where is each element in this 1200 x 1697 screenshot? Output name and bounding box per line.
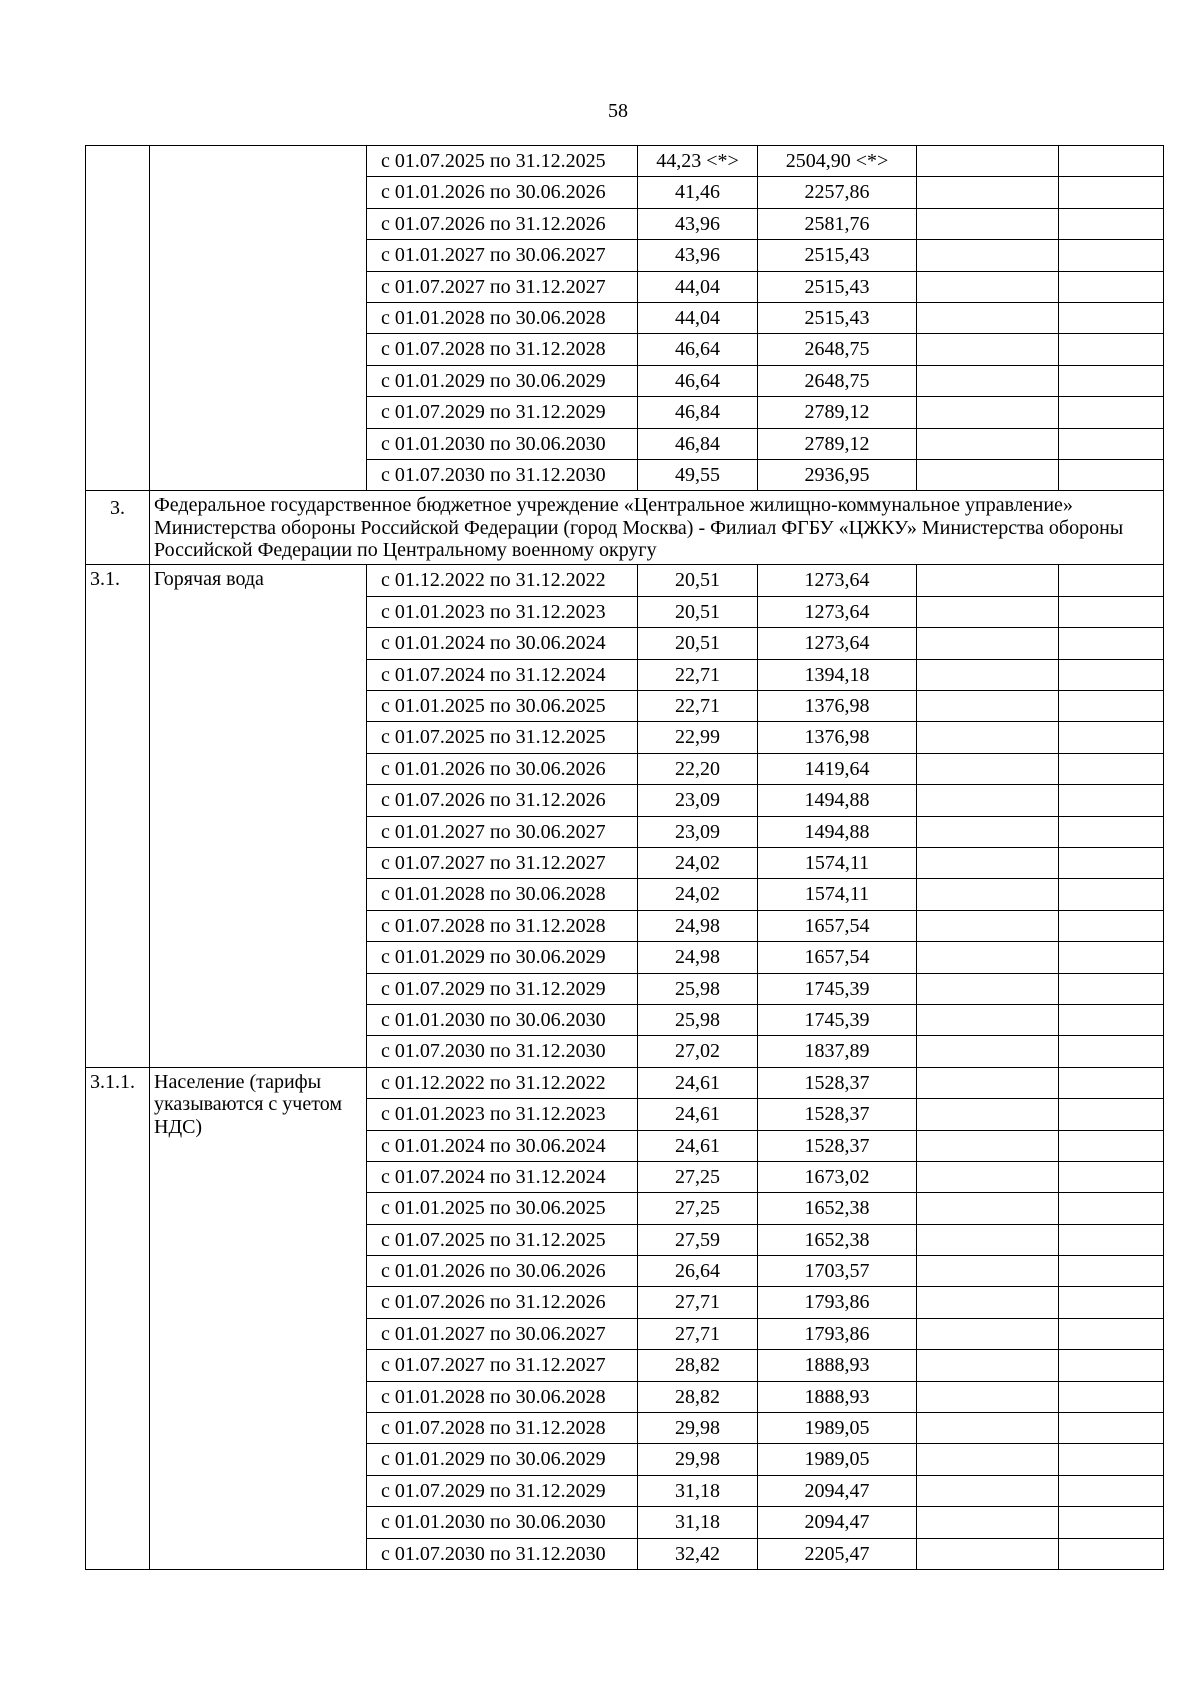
empty-cell bbox=[1059, 879, 1164, 910]
tariff-value-2: 1494,88 bbox=[758, 785, 917, 816]
empty-cell bbox=[1059, 1161, 1164, 1192]
tariff-value-1: 25,98 bbox=[638, 1004, 758, 1035]
tariff-value-2: 1376,98 bbox=[758, 722, 917, 753]
tariff-value-2: 2257,86 bbox=[758, 177, 917, 208]
empty-cell bbox=[917, 208, 1059, 239]
tariff-value-2: 1657,54 bbox=[758, 910, 917, 941]
empty-cell bbox=[917, 428, 1059, 459]
period-cell: с 01.07.2027 по 31.12.2027 bbox=[367, 847, 638, 878]
tariff-value-1: 23,09 bbox=[638, 816, 758, 847]
period-cell: с 01.01.2028 по 30.06.2028 bbox=[367, 302, 638, 333]
empty-cell bbox=[1059, 334, 1164, 365]
tariff-value-1: 44,04 bbox=[638, 271, 758, 302]
tariff-value-1: 27,25 bbox=[638, 1161, 758, 1192]
empty-cell bbox=[1059, 271, 1164, 302]
tariff-value-1: 32,42 bbox=[638, 1538, 758, 1569]
tariff-value-1: 24,98 bbox=[638, 910, 758, 941]
empty-cell bbox=[917, 628, 1059, 659]
period-cell: с 01.01.2026 по 30.06.2026 bbox=[367, 177, 638, 208]
tariff-value-1: 23,09 bbox=[638, 785, 758, 816]
empty-cell bbox=[917, 1224, 1059, 1255]
empty-cell bbox=[1059, 847, 1164, 878]
empty-cell bbox=[1059, 146, 1164, 177]
period-cell: с 01.01.2030 по 30.06.2030 bbox=[367, 1004, 638, 1035]
period-cell: с 01.01.2027 по 30.06.2027 bbox=[367, 240, 638, 271]
empty-cell bbox=[1059, 565, 1164, 596]
period-cell: с 01.01.2023 по 31.12.2023 bbox=[367, 596, 638, 627]
period-cell: с 01.07.2030 по 31.12.2030 bbox=[367, 1538, 638, 1569]
tariff-value-1: 46,84 bbox=[638, 428, 758, 459]
empty-cell bbox=[917, 146, 1059, 177]
empty-cell bbox=[1059, 428, 1164, 459]
empty-cell bbox=[917, 1004, 1059, 1035]
tariff-value-2: 1657,54 bbox=[758, 942, 917, 973]
period-cell: с 01.01.2025 по 30.06.2025 bbox=[367, 1193, 638, 1224]
period-cell: с 01.01.2029 по 30.06.2029 bbox=[367, 365, 638, 396]
tariff-value-2: 2581,76 bbox=[758, 208, 917, 239]
tariff-value-2: 2094,47 bbox=[758, 1475, 917, 1506]
tariff-value-2: 1528,37 bbox=[758, 1130, 917, 1161]
tariff-value-1: 25,98 bbox=[638, 973, 758, 1004]
tariff-value-2: 1888,93 bbox=[758, 1350, 917, 1381]
tariff-value-2: 1494,88 bbox=[758, 816, 917, 847]
empty-cell bbox=[917, 879, 1059, 910]
empty-cell bbox=[917, 1538, 1059, 1569]
empty-cell bbox=[1059, 1067, 1164, 1098]
period-cell: с 01.07.2026 по 31.12.2026 bbox=[367, 785, 638, 816]
empty-cell bbox=[1059, 1224, 1164, 1255]
tariff-value-1: 46,64 bbox=[638, 365, 758, 396]
empty-cell bbox=[917, 973, 1059, 1004]
tariff-value-1: 27,25 bbox=[638, 1193, 758, 1224]
period-cell: с 01.01.2030 по 30.06.2030 bbox=[367, 1507, 638, 1538]
period-cell: с 01.01.2024 по 30.06.2024 bbox=[367, 1130, 638, 1161]
tariff-value-2: 1673,02 bbox=[758, 1161, 917, 1192]
tariff-value-1: 22,71 bbox=[638, 659, 758, 690]
tariff-value-1: 27,71 bbox=[638, 1318, 758, 1349]
period-cell: с 01.01.2029 по 30.06.2029 bbox=[367, 942, 638, 973]
empty-cell bbox=[917, 659, 1059, 690]
empty-cell bbox=[1059, 1130, 1164, 1161]
tariff-value-1: 46,84 bbox=[638, 397, 758, 428]
tariff-value-2: 1273,64 bbox=[758, 628, 917, 659]
tariff-value-1: 22,20 bbox=[638, 753, 758, 784]
period-cell: с 01.07.2026 по 31.12.2026 bbox=[367, 208, 638, 239]
empty-cell bbox=[1059, 973, 1164, 1004]
tariff-value-1: 26,64 bbox=[638, 1256, 758, 1287]
tariff-value-2: 1574,11 bbox=[758, 879, 917, 910]
empty-cell bbox=[1059, 691, 1164, 722]
tariff-table bbox=[85, 145, 1164, 1570]
tariff-value-1: 22,71 bbox=[638, 691, 758, 722]
tariff-value-2: 1888,93 bbox=[758, 1381, 917, 1412]
empty-cell bbox=[917, 1507, 1059, 1538]
empty-cell bbox=[917, 942, 1059, 973]
empty-cell bbox=[1059, 1475, 1164, 1506]
period-cell: с 01.07.2027 по 31.12.2027 bbox=[367, 1350, 638, 1381]
item-number: 3.1.1. bbox=[86, 1067, 150, 1569]
empty-cell bbox=[917, 1318, 1059, 1349]
organization-number: 3. bbox=[86, 491, 150, 565]
tariff-value-1: 24,98 bbox=[638, 942, 758, 973]
empty-cell bbox=[1059, 816, 1164, 847]
period-cell: с 01.01.2030 по 30.06.2030 bbox=[367, 428, 638, 459]
tariff-value-2: 1989,05 bbox=[758, 1413, 917, 1444]
empty-cell bbox=[1059, 1256, 1164, 1287]
tariff-value-1: 20,51 bbox=[638, 628, 758, 659]
empty-cell bbox=[1059, 1318, 1164, 1349]
table-row bbox=[86, 1067, 1164, 1098]
tariff-value-1: 20,51 bbox=[638, 565, 758, 596]
tariff-value-2: 1273,64 bbox=[758, 596, 917, 627]
period-cell: с 01.07.2024 по 31.12.2024 bbox=[367, 659, 638, 690]
tariff-value-2: 1419,64 bbox=[758, 753, 917, 784]
tariff-value-2: 1793,86 bbox=[758, 1287, 917, 1318]
empty-cell bbox=[917, 365, 1059, 396]
tariff-value-2: 1652,38 bbox=[758, 1193, 917, 1224]
empty-cell bbox=[917, 1350, 1059, 1381]
empty-cell bbox=[917, 691, 1059, 722]
empty-cell bbox=[917, 1413, 1059, 1444]
empty-cell bbox=[917, 1193, 1059, 1224]
empty-cell bbox=[1059, 1381, 1164, 1412]
period-cell: с 01.01.2029 по 30.06.2029 bbox=[367, 1444, 638, 1475]
tariff-value-1: 41,46 bbox=[638, 177, 758, 208]
tariff-value-2: 1745,39 bbox=[758, 1004, 917, 1035]
period-cell: с 01.12.2022 по 31.12.2022 bbox=[367, 1067, 638, 1098]
empty-cell bbox=[917, 1444, 1059, 1475]
tariff-value-1: 43,96 bbox=[638, 208, 758, 239]
empty-cell bbox=[1059, 1538, 1164, 1569]
empty-cell bbox=[1059, 208, 1164, 239]
empty-cell bbox=[1059, 1507, 1164, 1538]
empty-cell bbox=[917, 847, 1059, 878]
period-cell: с 01.01.2023 по 31.12.2023 bbox=[367, 1099, 638, 1130]
period-cell: с 01.07.2025 по 31.12.2025 bbox=[367, 1224, 638, 1255]
empty-cell bbox=[1059, 1444, 1164, 1475]
tariff-value-2: 2648,75 bbox=[758, 365, 917, 396]
empty-cell bbox=[1059, 596, 1164, 627]
period-cell: с 01.01.2024 по 30.06.2024 bbox=[367, 628, 638, 659]
period-cell: с 01.07.2026 по 31.12.2026 bbox=[367, 1287, 638, 1318]
empty-cell bbox=[917, 334, 1059, 365]
tariff-value-1: 24,61 bbox=[638, 1067, 758, 1098]
period-cell: с 01.07.2029 по 31.12.2029 bbox=[367, 397, 638, 428]
empty-cell bbox=[1059, 397, 1164, 428]
empty-cell bbox=[917, 816, 1059, 847]
tariff-value-1: 44,23 <*> bbox=[638, 146, 758, 177]
tariff-value-2: 1574,11 bbox=[758, 847, 917, 878]
empty-cell bbox=[1059, 753, 1164, 784]
empty-cell bbox=[1059, 1004, 1164, 1035]
period-cell: с 01.01.2027 по 30.06.2027 bbox=[367, 1318, 638, 1349]
empty-cell bbox=[917, 1475, 1059, 1506]
item-number bbox=[86, 146, 150, 491]
period-cell: с 01.01.2026 по 30.06.2026 bbox=[367, 1256, 638, 1287]
table-row bbox=[86, 565, 1164, 596]
tariff-value-1: 49,55 bbox=[638, 459, 758, 490]
period-cell: с 01.07.2030 по 31.12.2030 bbox=[367, 459, 638, 490]
tariff-value-2: 1745,39 bbox=[758, 973, 917, 1004]
period-cell: с 01.07.2029 по 31.12.2029 bbox=[367, 1475, 638, 1506]
item-name: Население (тарифы указываются с учетом НДС) bbox=[150, 1067, 367, 1569]
empty-cell bbox=[1059, 942, 1164, 973]
empty-cell bbox=[1059, 1350, 1164, 1381]
period-cell: с 01.07.2025 по 31.12.2025 bbox=[367, 722, 638, 753]
period-cell: с 01.07.2030 по 31.12.2030 bbox=[367, 1036, 638, 1067]
table-row bbox=[86, 146, 1164, 177]
period-cell: с 01.07.2025 по 31.12.2025 bbox=[367, 146, 638, 177]
empty-cell bbox=[917, 1161, 1059, 1192]
tariff-value-2: 1652,38 bbox=[758, 1224, 917, 1255]
period-cell: с 01.07.2029 по 31.12.2029 bbox=[367, 973, 638, 1004]
empty-cell bbox=[1059, 302, 1164, 333]
tariff-value-2: 1989,05 bbox=[758, 1444, 917, 1475]
empty-cell bbox=[917, 1381, 1059, 1412]
period-cell: с 01.01.2026 по 30.06.2026 bbox=[367, 753, 638, 784]
tariff-value-1: 46,64 bbox=[638, 334, 758, 365]
empty-cell bbox=[917, 785, 1059, 816]
empty-cell bbox=[1059, 659, 1164, 690]
item-number: 3.1. bbox=[86, 565, 150, 1067]
tariff-value-2: 1394,18 bbox=[758, 659, 917, 690]
empty-cell bbox=[917, 565, 1059, 596]
empty-cell bbox=[1059, 1193, 1164, 1224]
empty-cell bbox=[917, 910, 1059, 941]
tariff-value-2: 1837,89 bbox=[758, 1036, 917, 1067]
tariff-value-1: 27,02 bbox=[638, 1036, 758, 1067]
empty-cell bbox=[917, 1099, 1059, 1130]
tariff-value-2: 2205,47 bbox=[758, 1538, 917, 1569]
empty-cell bbox=[917, 1036, 1059, 1067]
organization-row bbox=[86, 491, 1164, 565]
period-cell: с 01.01.2027 по 30.06.2027 bbox=[367, 816, 638, 847]
empty-cell bbox=[917, 1256, 1059, 1287]
tariff-value-1: 24,61 bbox=[638, 1130, 758, 1161]
empty-cell bbox=[917, 177, 1059, 208]
tariff-value-1: 20,51 bbox=[638, 596, 758, 627]
tariff-value-1: 28,82 bbox=[638, 1381, 758, 1412]
empty-cell bbox=[917, 240, 1059, 271]
tariff-value-1: 27,59 bbox=[638, 1224, 758, 1255]
tariff-value-2: 1528,37 bbox=[758, 1067, 917, 1098]
tariff-value-1: 44,04 bbox=[638, 302, 758, 333]
tariff-value-2: 2515,43 bbox=[758, 271, 917, 302]
tariff-value-2: 2515,43 bbox=[758, 302, 917, 333]
period-cell: с 01.07.2028 по 31.12.2028 bbox=[367, 910, 638, 941]
period-cell: с 01.12.2022 по 31.12.2022 bbox=[367, 565, 638, 596]
empty-cell bbox=[1059, 722, 1164, 753]
tariff-value-2: 1703,57 bbox=[758, 1256, 917, 1287]
tariff-value-1: 28,82 bbox=[638, 1350, 758, 1381]
tariff-value-1: 24,61 bbox=[638, 1099, 758, 1130]
tariff-value-1: 29,98 bbox=[638, 1413, 758, 1444]
empty-cell bbox=[917, 302, 1059, 333]
period-cell: с 01.07.2028 по 31.12.2028 bbox=[367, 1413, 638, 1444]
page-number: 58 bbox=[608, 100, 628, 122]
empty-cell bbox=[917, 753, 1059, 784]
tariff-value-2: 2094,47 bbox=[758, 1507, 917, 1538]
empty-cell bbox=[1059, 1036, 1164, 1067]
period-cell: с 01.07.2027 по 31.12.2027 bbox=[367, 271, 638, 302]
period-cell: с 01.01.2025 по 30.06.2025 bbox=[367, 691, 638, 722]
item-name bbox=[150, 146, 367, 491]
item-name: Горячая вода bbox=[150, 565, 367, 1067]
tariff-value-2: 2504,90 <*> bbox=[758, 146, 917, 177]
tariff-value-2: 2789,12 bbox=[758, 397, 917, 428]
tariff-value-1: 27,71 bbox=[638, 1287, 758, 1318]
tariff-value-2: 2789,12 bbox=[758, 428, 917, 459]
empty-cell bbox=[1059, 1287, 1164, 1318]
empty-cell bbox=[917, 271, 1059, 302]
tariff-value-1: 22,99 bbox=[638, 722, 758, 753]
organization-name: Федеральное государственное бюджетное учреждение «Центральное жилищно-коммунальное управление» Министерства обороны Российской Федерации (город Москва) - Филиал ФГБУ «ЦЖКУ» Министерства обороны Российской Федерации по Центральному военному округу bbox=[150, 491, 1164, 565]
empty-cell bbox=[917, 596, 1059, 627]
period-cell: с 01.07.2028 по 31.12.2028 bbox=[367, 334, 638, 365]
period-cell: с 01.07.2024 по 31.12.2024 bbox=[367, 1161, 638, 1192]
tariff-value-2: 1528,37 bbox=[758, 1099, 917, 1130]
tariff-value-2: 1273,64 bbox=[758, 565, 917, 596]
tariff-value-2: 2515,43 bbox=[758, 240, 917, 271]
empty-cell bbox=[917, 722, 1059, 753]
empty-cell bbox=[917, 397, 1059, 428]
tariff-value-1: 43,96 bbox=[638, 240, 758, 271]
empty-cell bbox=[1059, 1413, 1164, 1444]
tariff-value-1: 24,02 bbox=[638, 847, 758, 878]
tariff-value-2: 1793,86 bbox=[758, 1318, 917, 1349]
empty-cell bbox=[1059, 365, 1164, 396]
empty-cell bbox=[1059, 628, 1164, 659]
tariff-value-1: 29,98 bbox=[638, 1444, 758, 1475]
period-cell: с 01.01.2028 по 30.06.2028 bbox=[367, 879, 638, 910]
tariff-value-2: 1376,98 bbox=[758, 691, 917, 722]
empty-cell bbox=[1059, 910, 1164, 941]
empty-cell bbox=[1059, 240, 1164, 271]
empty-cell bbox=[917, 1287, 1059, 1318]
tariff-value-2: 2648,75 bbox=[758, 334, 917, 365]
empty-cell bbox=[1059, 177, 1164, 208]
empty-cell bbox=[1059, 785, 1164, 816]
empty-cell bbox=[917, 1067, 1059, 1098]
period-cell: с 01.01.2028 по 30.06.2028 bbox=[367, 1381, 638, 1412]
tariff-value-1: 31,18 bbox=[638, 1475, 758, 1506]
tariff-value-1: 24,02 bbox=[638, 879, 758, 910]
empty-cell bbox=[917, 1130, 1059, 1161]
empty-cell bbox=[1059, 459, 1164, 490]
empty-cell bbox=[1059, 1099, 1164, 1130]
tariff-value-1: 31,18 bbox=[638, 1507, 758, 1538]
tariff-value-2: 2936,95 bbox=[758, 459, 917, 490]
empty-cell bbox=[917, 459, 1059, 490]
